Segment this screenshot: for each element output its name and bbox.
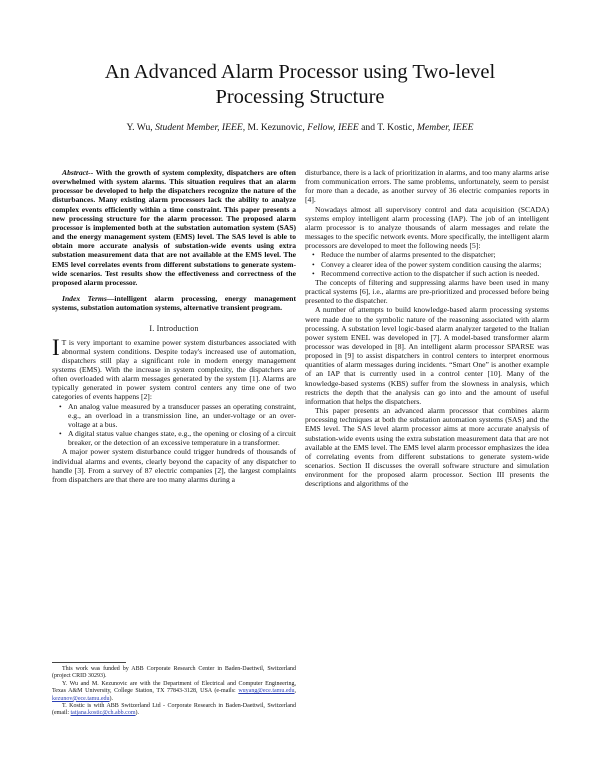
right-paragraph-2: Nowadays almost all supervisory control and data acquisition (SCADA) systems employ intelligent alarm processing (IAP). The job of an intelligent alarm processor is to analyze thousands of alarm messages and relate the messages to the specific network events. More specifically, the intelligent alarm processors are developed to meet the following needs [5]:: [305, 204, 549, 251]
author-line: [40, 122, 560, 133]
event-categories-list: [52, 402, 296, 448]
footnotes: [52, 666, 296, 718]
right-paragraph-3: The concepts of filtering and suppressing alarms have been used in many practical systems [6], i.e., alarms are pre-prioritized and processed before being presented to the dispatcher.: [305, 277, 549, 306]
author-role: Fellow, IEEE: [307, 122, 359, 133]
author-role: Member, IEEE: [417, 122, 474, 133]
abstract-text: With the growth of system complexity, dispatchers are often overwhelmed with system alarms. This situation requires that an alarm processor be developed to help the dispatchers recognize the nature of the disturbances. Many existing alarm processors lack the ability to analyze complex events efficiently within a time constraint. This paper presents a new processing structure for the alarm processor. The proposed alarm processor is implemented both at the substation automation system (SAS) and the energy management system (EMS) level. The SAS level is able to obtain more accurate analysis of substation-wide events using extra substation measurement data that are not available at the EMS level. The EMS level correlates events from different substations to generate system-wide scenarios. Test results show the effectiveness and correctness of the proposed alarm processor.: [52, 168, 296, 287]
footnote-affiliation-1-text: Y. Wu and M. Kezunovic are with the Department of Electrical and Computer Engineering, Texas A&M University, College Station, TX 77843-3128, USA (e-mails:: [52, 680, 296, 695]
author-name: and T. Kostic,: [361, 122, 415, 133]
list-item: • An analog value measured by a transducer passes an operating constraint, e.g., an overload in a transmission line, an under-voltage or an over-voltage at a bus.: [68, 402, 296, 429]
abstract-lead: Abstract--: [62, 168, 94, 177]
right-paragraph-4: A number of attempts to build knowledge-based alarm processing systems were made due to the symbolic nature of the reasoning associated with alarm processing. A substation level logic-based alarm analyzer targeted to the Italian power system ENEL was developed in [7]. A model-based transformer alarm processor was developed in [8]. An intelligent alarm processor SPARSE was proposed in [9] to assist dispatchers in control centers to interpret enormous quantities of alarm messages during incidents. “Smart One” is another example of an IAP that is currently used in a control center [10]. Many of the knowledge-based systems (KBS) suffer from the slowness in analysis, which restricts the depth that the analysis can go into and the amount of useful information that helps the dispatchers.: [305, 305, 549, 406]
list-item: • Convey a clearer idea of the power system condition causing the alarms;: [321, 260, 549, 269]
footnote-end: ).: [109, 695, 114, 702]
footnote-affiliation-2: [52, 703, 296, 718]
right-paragraph-1: disturbance, there is a lack of prioritization in alarms, and too many alarms arise from communication errors. The same problems, unfortunately, seem to persist for more than a decade, as another survey of 36 electric companies reports in [4].: [305, 168, 549, 205]
footnote-affiliation-2-text: T. Kostic is with ABB Switzerland Ltd - Corporate Research in Baden-Daettwil, Switzerland (email:: [52, 703, 296, 717]
list-item: • Recommend corrective action to the dispatcher if such action is needed.: [321, 269, 549, 278]
index-terms-lead: Index Terms: [62, 294, 107, 304]
list-item: • A digital status value changes state, e.g., the opening or closing of a circuit breaker, or the detection of an excessive temperature in a transformer.: [68, 429, 296, 447]
intro-paragraph-1-text: T is very important to examine power system disturbances associated with abnormal system conditions. Despite today's increased use of automation, dispatchers still play a significant role in modern energy management systems (EMS). With the increase in system complexity, the dispatchers are often overloaded with alarm messages generated by the system [1]. Alarms are typically generated in power system control centers any time one of two categories of events happens [2]:: [52, 337, 296, 402]
drop-cap: I: [52, 334, 60, 360]
author-role: Student Member, IEEE,: [155, 122, 246, 133]
footnote-separator: ,: [294, 688, 296, 695]
author-name: M. Kezunovic,: [247, 122, 305, 133]
email-link[interactable]: kezunov@ece.tamu.edu: [52, 695, 110, 702]
abstract: [52, 168, 296, 287]
footnote-end: ).: [135, 710, 140, 717]
index-terms: [52, 294, 296, 312]
iap-needs-list: [305, 250, 549, 277]
intro-paragraph-1: [52, 334, 296, 402]
email-link[interactable]: wuyang@ece.tamu.edu: [238, 688, 295, 695]
footnote-divider: [52, 662, 126, 663]
author-name: Y. Wu,: [126, 122, 153, 133]
title-line-2: Processing Structure: [215, 86, 385, 108]
footnote-affiliation-1: [52, 681, 296, 703]
email-link[interactable]: tatjana.kostic@ch.abb.com: [70, 710, 136, 717]
index-terms-text: —intelligent alarm processing, energy management systems, substation automation systems, alternative transient program.: [52, 294, 296, 313]
paper-title: [40, 60, 560, 110]
left-column: [52, 168, 296, 484]
section-heading-introduction: I. Introduction: [149, 324, 199, 334]
right-column: [305, 168, 549, 488]
right-paragraph-5: This paper presents an advanced alarm processor that combines alarm processing techniques at both the substation automation systems (SAS) and the EMS level. The SAS level alarm processor aims at more accurate analysis of substation-wide events using the extra substation measurement data that are not available at the EMS level. The EMS level alarm processor emphasizes the idea of correlating events from different substations to generate system-wide scenarios. Section II discusses the overall software structure and simulation environment for the proposed alarm processor. Section III presents the descriptions and algorithms of the: [305, 406, 549, 489]
intro-paragraph-2: A major power system disturbance could trigger hundreds of thousands of individual alarms and events, clearly beyond the capacity of any dispatcher to handle [3]. From a survey of 87 electric companies [2], the largest complaints from dispatchers are that there are too many alarms during a: [52, 447, 296, 484]
title-line-1: An Advanced Alarm Processor using Two-level: [104, 61, 496, 83]
list-item: • Reduce the number of alarms presented to the dispatcher;: [321, 250, 549, 259]
footnote-funding: This work was funded by ABB Corporate Research Center in Baden-Daettwil, Switzerland (project CRID 30293).: [52, 666, 296, 680]
